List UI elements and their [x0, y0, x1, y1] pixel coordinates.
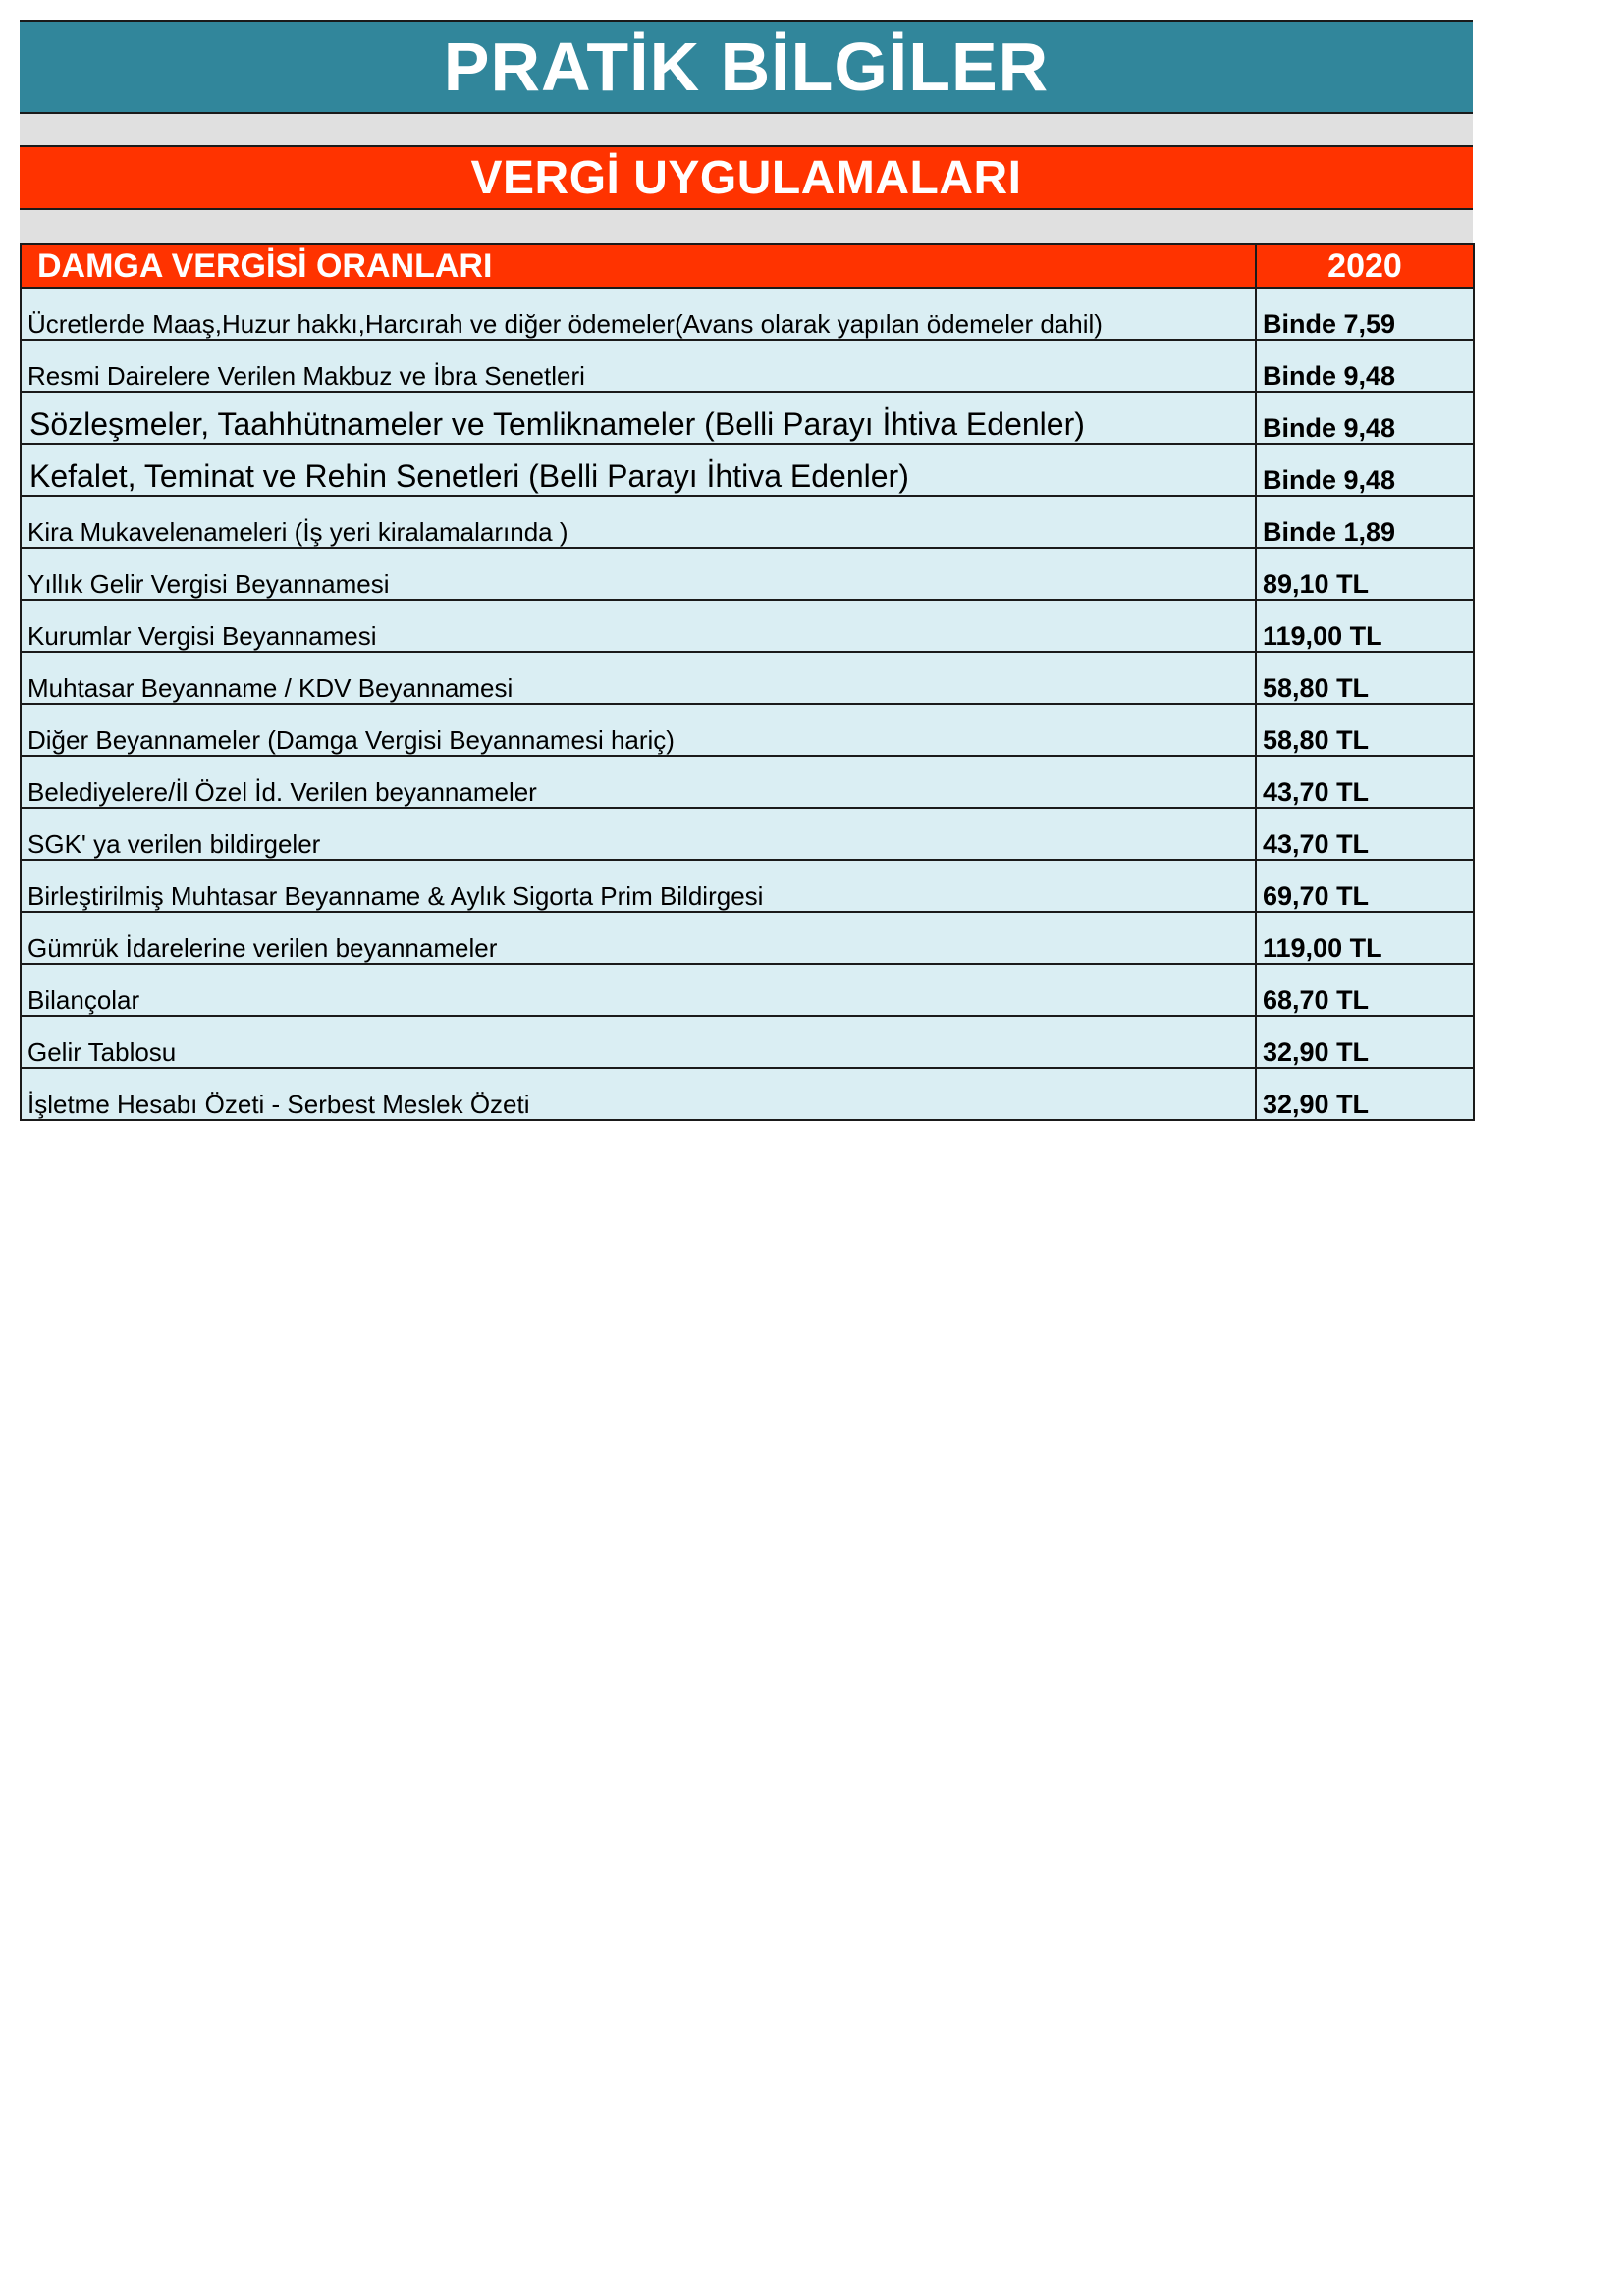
table-row: [21, 860, 1474, 912]
row-value: Binde 1,89: [1256, 496, 1474, 548]
row-value: 58,80 TL: [1256, 704, 1474, 756]
page-title: PRATİK BİLGİLER: [443, 28, 1050, 105]
row-label: Gelir Tablosu: [21, 1016, 1256, 1068]
row-label: Kira Mukavelenameleri (İş yeri kiralamalarında ): [21, 496, 1256, 548]
row-label: Birleştirilmiş Muhtasar Beyanname & Aylık Sigorta Prim Bildirgesi: [21, 860, 1256, 912]
table-row: [21, 756, 1474, 808]
stamp-duty-rates-table: [20, 243, 1475, 1121]
row-label: Muhtasar Beyanname / KDV Beyannamesi: [21, 652, 1256, 704]
table-row: [21, 496, 1474, 548]
row-value: Binde 9,48: [1256, 340, 1474, 392]
table-row: [21, 808, 1474, 860]
table-row: [21, 704, 1474, 756]
row-value: Binde 9,48: [1256, 444, 1474, 496]
row-label: SGK' ya verilen bildirgeler: [21, 808, 1256, 860]
table-row: [21, 652, 1474, 704]
row-value: 119,00 TL: [1256, 912, 1474, 964]
row-value: 119,00 TL: [1256, 600, 1474, 652]
spacer: [20, 114, 1473, 145]
table-row: [21, 1016, 1474, 1068]
row-value: 43,70 TL: [1256, 808, 1474, 860]
row-label: Kefalet, Teminat ve Rehin Senetleri (Belli Parayı İhtiva Edenler): [21, 444, 1256, 496]
row-value: 89,10 TL: [1256, 548, 1474, 600]
row-label: Bilançolar: [21, 964, 1256, 1016]
row-label: Ücretlerde Maaş,Huzur hakkı,Harcırah ve diğer ödemeler(Avans olarak yapılan ödemeler dahil): [21, 288, 1256, 340]
row-label: Belediyelere/İl Özel İd. Verilen beyannameler: [21, 756, 1256, 808]
title-banner: [20, 20, 1473, 114]
table-header-row: [21, 244, 1474, 288]
row-label: İşletme Hesabı Özeti - Serbest Meslek Özeti: [21, 1068, 1256, 1120]
row-value: 68,70 TL: [1256, 964, 1474, 1016]
table-row: [21, 340, 1474, 392]
row-label: Diğer Beyannameler (Damga Vergisi Beyannamesi hariç): [21, 704, 1256, 756]
row-label: Sözleşmeler, Taahhütnameler ve Temliknameler (Belli Parayı İhtiva Edenler): [21, 392, 1256, 444]
table-row: [21, 964, 1474, 1016]
row-value: Binde 7,59: [1256, 288, 1474, 340]
section-title: VERGİ UYGULAMALARI: [470, 151, 1022, 204]
table-row: [21, 912, 1474, 964]
row-label: Yıllık Gelir Vergisi Beyannamesi: [21, 548, 1256, 600]
row-label: Gümrük İdarelerine verilen beyannameler: [21, 912, 1256, 964]
table-row: [21, 392, 1474, 444]
column-header-year: 2020: [1256, 244, 1474, 288]
spacer: [20, 210, 1473, 243]
row-value: 32,90 TL: [1256, 1068, 1474, 1120]
document-sheet: [20, 20, 1473, 1121]
table-row: [21, 444, 1474, 496]
row-label: Resmi Dairelere Verilen Makbuz ve İbra Senetleri: [21, 340, 1256, 392]
column-header-label: DAMGA VERGİSİ ORANLARI: [21, 244, 1256, 288]
subtitle-banner: [20, 145, 1473, 210]
row-value: 69,70 TL: [1256, 860, 1474, 912]
row-label: Kurumlar Vergisi Beyannamesi: [21, 600, 1256, 652]
row-value: Binde 9,48: [1256, 392, 1474, 444]
table-row: [21, 1068, 1474, 1120]
table-row: [21, 548, 1474, 600]
row-value: 58,80 TL: [1256, 652, 1474, 704]
row-value: 32,90 TL: [1256, 1016, 1474, 1068]
table-row: [21, 288, 1474, 340]
table-row: [21, 600, 1474, 652]
row-value: 43,70 TL: [1256, 756, 1474, 808]
